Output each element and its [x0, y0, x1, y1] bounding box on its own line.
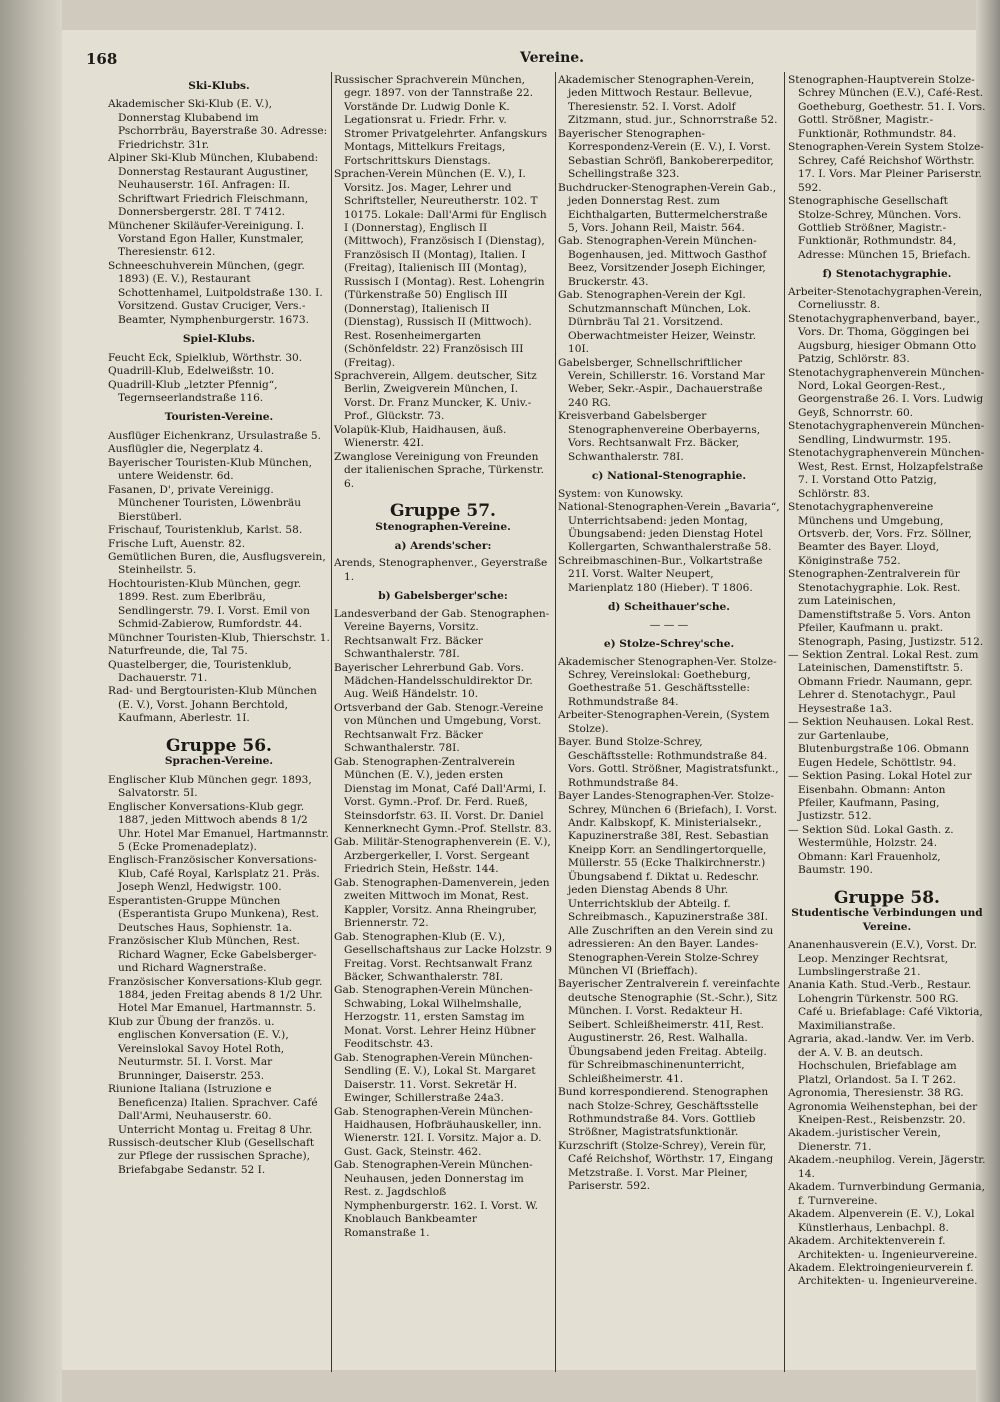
section-heading: Ski-Klubs. — [188, 80, 250, 92]
directory-entry: Gab. Stenographen-Verein München-Haidhausen, Hofbräuhauskeller, inn. Wienerstr. 12I. I. Vorsitz. Major a. D. Gust. Gack, Steinstr. 462. — [334, 1105, 542, 1158]
group-subtitle: Sprachen-Vereine. — [164, 755, 274, 768]
directory-entry: Akadem. Elektroingenieurverein f. Architekten- u. Ingenieurvereine. — [788, 1261, 978, 1288]
directory-entry: — Sektion Zentral. Lokal Rest. zum Lateinischen, Damenstiftstr. 5. Obmann Friedr. Naumann, gepr. Lehrer d. Stenotachygr., Paul Heysestraße 1a3. — [788, 649, 979, 715]
section-heading: Spiel-Klubs. — [182, 333, 256, 346]
directory-entry: Französischer Klub München, Rest. Richard Wagner, Ecke Gabelsberger- und Richard Wagnerstraße. — [108, 935, 317, 975]
directory-entry: Akademischer Stenographen-Ver. Stolze-Schrey, Vereinslokal: Goetheburg, Goethestraße 51. Geschäftsstelle: Rothmundstraße 84. — [558, 655, 777, 708]
directory-entry: Russischer Sprachverein München, gegr. 1897. von der Tannstraße 22. Vorstände Dr. Ludwig Donle K. Legationsrat u. Friedr. Frhr. v. Stromer Privatgelehrter. Anfangskurs Montags, Mittelkurs Freitags, Fortschrittskurs Dienstags. — [334, 74, 548, 167]
directory-entry: Ausflüger Eichenkranz, Ursulastraße 5. — [108, 429, 322, 442]
directory-entry: Gabelsberger, Schnellschriftlicher Verein, Schillerstr. 16. Vorstand Mar Weber, Sekr.-Aspir., Dachauerstraße 240 RG. — [558, 356, 765, 409]
directory-entry: Gab. Stenographen-Verein der Kgl. Schutzmannschaft München, Lok. Dürnbräu Tal 21. Vorsitzend. Oberwachtmeister Heizer, Weinstr. 10I. — [558, 289, 757, 356]
column-3 — [558, 74, 780, 1374]
directory-entry: Kurzschrift (Stolze-Schrey), Verein für, Café Reichshof, Wörthstr. 17, Eingang Metzstraße. I. Vorst. Mar Pleiner, Pariserstr. 592. — [558, 1139, 774, 1193]
directory-entry: Ausflügler die, Negerplatz 4. — [108, 443, 264, 456]
directory-entry: — Sektion Pasing. Lokal Hotel zur Eisenbahn. Obmann: Anton Pfeiler, Kaufmann, Pasing, Justizstr. 512. — [788, 770, 972, 823]
directory-entry: Gab. Stenographen-Damenverein, jeden zweiten Mittwoch im Monat, Rest. Kappler, Vorsitz. Anna Rheingruber, Briennerstr. 72. — [334, 876, 550, 930]
directory-entry: Agraria, akad.-landw. Ver. im Verb. der A. V. B. an deutsch. Hochschulen, Briefablage am Platzl, Orlandost. 5a I. T 262. — [788, 1033, 975, 1086]
directory-entry: Englischer Klub München gegr. 1893, Salvatorstr. 5I. — [108, 773, 312, 800]
directory-entry: Akademischer Stenographen-Verein, jeden Mittwoch Restaur. Bellevue, Theresienstr. 52. I. Vorst. Adolf Zitzmann, stud. jur., Schnorrstraße 52. — [558, 74, 778, 127]
directory-entry: Quastelberger, die, Touristenklub, Dachauerstr. 71. — [108, 658, 292, 685]
directory-entry: Klub zur Übung der französ. u. englischen Konversation (E. V.), Vereinslokal Savoy Hotel Roth, Neuturmstr. 5I. I. Vorst. Mar Brunninger, Daiserstr. 253. — [108, 1015, 289, 1082]
directory-entry: Akadem. Architektenverein f. Architekten- u. Ingenieurvereine. — [788, 1235, 978, 1261]
directory-entry: Stenotachygraphenverein München-Sendling, Lindwurmstr. 195. — [788, 420, 985, 446]
directory-entry: Akadem. Turnverbindung Germania, f. Turnvereine. — [788, 1181, 985, 1207]
directory-entry: Bayerischer Lehrerbund Gab. Vors. Mädchen-Handelsschuldirektor Dr. Aug. Weiß Händelstr. 10. — [334, 661, 533, 701]
directory-entry: Gab. Stenographen-Verein München-Sendling (E. V.), Lokal St. Margaret Daiserstr. 11. Vorst. Sekretär H. Ewinger, Schillerstraße 24a3. — [334, 1051, 536, 1105]
directory-entry: Stenotachygraphenvereine Münchens und Umgebung, Ortsverb. der, Vors. Frz. Söllner, Beamter des Bayer. Lloyd, Königinstraße 752. — [788, 501, 972, 567]
group-heading: Gruppe 58. — [834, 887, 940, 908]
directory-entry: Agronomia, Theresienstr. 38 RG. — [788, 1087, 964, 1100]
directory-entry: Esperantisten-Gruppe München (Esperantista Grupo Munkena), Rest. Deutsches Haus, Sophienstr. 1a. — [108, 894, 319, 934]
directory-entry: Naturfreunde, die, Tal 75. — [108, 645, 248, 658]
binding-gutter — [0, 0, 62, 1402]
directory-entry: Gab. Stenographen-Verein München-Bogenhausen, jed. Mittwoch Gasthof Beez, Vorsitzender Joseph Eichinger, Bruckerstr. 43. — [558, 235, 767, 288]
directory-entry: Münchener Skiläufer-Vereinigung. I. Vorstand Egon Haller, Kunstmaler, Theresienstr. 612. — [108, 219, 305, 259]
group-heading: Gruppe 56. — [166, 735, 272, 756]
group-subtitle: Stenographen-Vereine. — [375, 520, 511, 533]
directory-entry: Quadrill-Klub „letzter Pfennig“, Tegernseerlandstraße 116. — [108, 378, 278, 404]
subsection-heading: c) National-Stenographie. — [591, 470, 747, 483]
directory-entry: Gab. Stenographen-Verein München-Neuhausen, jeden Donnerstag im Rest. z. Jagdschloß Nymphenburgerstr. 162. I. Vorst. W. Knoblauch Bankbeamter Romanstraße 1. — [334, 1159, 538, 1239]
directory-entry: Akademischer Ski-Klub (E. V.), Donnerstag Klubabend im Pschorrbräu, Bayerstraße 30. Adresse: Friedrichstr. 31r. — [108, 98, 328, 151]
subsection-heading: f) Stenotachygraphie. — [822, 268, 952, 281]
column-2 — [334, 74, 552, 1374]
subsection-heading: e) Stolze-Schrey'sche. — [603, 638, 735, 651]
subsection-heading: b) Gabelsberger'sche: — [378, 590, 508, 603]
directory-entry: National-Stenographen-Verein „Bavaria“, Unterrichtsabend: jeden Montag, Übungsabend: jeden Dienstag Hotel Kollergarten, Schwanthalerstraße 58. — [558, 501, 780, 554]
directory-entry: Agronomia Weihenstephan, bei der Kneipen-Rest., Reisbenzstr. 20. — [788, 1100, 978, 1126]
directory-entry: Frische Luft, Auenstr. 82. — [108, 537, 246, 550]
directory-entry: — Sektion Süd. Lokal Gasth. z. Westermühle, Holzstr. 24. Obmann: Karl Frauenholz, Baumstr. 190. — [788, 823, 954, 877]
subsection-heading: a) Arends'scher: — [394, 539, 492, 552]
subsection-heading: d) Scheithauer'sche. — [608, 601, 730, 614]
running-head: Vereine. — [520, 50, 585, 66]
directory-entry: Bund korrespondierend. Stenographen nach Stolze-Schrey, Geschäftsstelle Rothmundstraße 84. Vors. Gottlieb Strößner, Magistratsfunktionär. — [558, 1086, 769, 1139]
directory-entry: Stenographen-Zentralverein für Stenotachygraphie. Lok. Rest. zum Lateinischen, Damenstiftstraße 5. Vors. Anton Pfeiler, Kaufmann u. prakt. Stenograph, Pasing, Justizstr. 512. — [788, 568, 984, 648]
directory-entry: Frischauf, Touristenklub, Karlst. 58. — [108, 524, 303, 537]
directory-entry: Gab. Militär-Stenographenverein (E. V.), Arzbergerkeller, I. Vorst. Sergeant Friedrich Stein, Heßstr. 144. — [334, 836, 551, 876]
directory-entry: Alpiner Ski-Klub München, Klubabend: Donnerstag Restaurant Augustiner, Neuhauserstr. 16I. Anfragen: II. Schriftwart Friedrich Fleischmann, Donnersbergerstr. 28I. T 7412. — [108, 152, 319, 219]
directory-entry: Akadem.-juristischer Verein, Dienerstr. 71. — [788, 1127, 941, 1153]
section-heading: Touristen-Vereine. — [164, 411, 274, 424]
directory-entry: Stenographische Gesellschaft Stolze-Schrey, München. Vors. Gottlieb Strößner, Magistr.-Funktionär, Rothmundstr. 84, Adresse: München 15, Briefach. — [788, 195, 971, 261]
placeholder-dashes: — — — — [649, 618, 689, 631]
directory-entry: Akadem. Alpenverein (E. V.), Lokal Künstlerhaus, Lenbachpl. 8. — [788, 1208, 975, 1234]
directory-entry: Arbeiter-Stenotachygraphen-Verein, Corneliusstr. 8. — [788, 285, 983, 312]
directory-entry: Volapük-Klub, Haidhausen, äuß. Wienerstr. 42I. — [334, 423, 507, 450]
directory-entry: Gab. Stenographen-Verein München-Schwabing, Lokal Wilhelmshalle, Herzogstr. 11, ersten Samstag im Monat. Vorst. Lehrer Heinz Hübner Feoditschstr. 43. — [334, 984, 536, 1051]
directory-entry: Quadrill-Klub, Edelweißstr. 10. — [108, 365, 275, 378]
directory-entry: Rad- und Bergtouristen-Klub München (E. V.), Vorst. Johann Berchtold, Kaufmann, Aberlestr. 1I. — [108, 685, 317, 725]
column-4 — [788, 74, 986, 1374]
directory-entry: Ortsverband der Gab. Stenogr.-Vereine von München und Umgebung, Vorst. Rechtsanwalt Frz. Bäcker Schwanthalerstr. 78I. — [334, 701, 544, 755]
directory-entry: Bayer. Bund Stolze-Schrey, Geschäftsstelle: Rothmundstraße 84. Vors. Gottl. Strößner, Magistratsfunkt., Rothmundstraße 84. — [558, 736, 779, 789]
column-rule — [784, 72, 785, 1372]
directory-entry: Landesverband der Gab. Stenographen-Vereine Bayerns, Vorsitz. Rechtsanwalt Frz. Bäcker Schwanthalerstr. 78I. — [334, 607, 550, 661]
directory-entry: Gemütlichen Buren, die, Ausflugsverein, Steinheilstr. 5. — [108, 550, 326, 577]
directory-entry: Sprachverein, Allgem. deutscher, Sitz Berlin, Zweigverein München, I. Vorst. Dr. Franz Muncker, K. Univ.-Prof., Glückstr. 73. — [334, 369, 537, 423]
directory-entry: Schneeschuhverein München, (gegr. 1893) (E. V.), Restaurant Schottenhamel, Luitpoldstraße 130. I. Vorsitzend. Gustav Cruciger, Vers.-Beamter, Nymphenburgerstr. 1673. — [108, 259, 323, 326]
directory-entry: Französischer Konversations-Klub gegr. 1884, jeden Freitag abends 8 1/2 Uhr. Hotel Mar Emanuel, Hartmannstr. 5. — [108, 975, 323, 1015]
directory-entry: Stenotachygraphenverband, bayer., Vors. Dr. Thoma, Göggingen bei Augsburg, hiesiger Obmann Otto Patzig, Schlörstr. 83. — [788, 312, 980, 366]
column-1 — [108, 74, 330, 1374]
group-subtitle: Studentische Verbindungen und Vereine. — [791, 907, 983, 933]
directory-entry: Gab. Stenographen-Klub (E. V.), Gesellschaftshaus zur Lacke Holzstr. 9 Freitag. Vorst. Rechtsanwalt Franz Bäcker, Schwanthalerstr. 78I. — [334, 930, 552, 983]
directory-entry: Akadem.-neuphilog. Verein, Jägerstr. 14. — [788, 1154, 986, 1180]
directory-entry: Ananenhausverein (E.V.), Vorst. Dr. Leop. Menzinger Rechtsrat, Lumbslingerstraße 21. — [788, 939, 977, 978]
directory-entry: Stenographen-Verein System Stolze-Schrey, Café Reichshof Wörthstr. 17. I. Vors. Mar Pleiner Pariserstr. 592. — [788, 141, 984, 194]
directory-entry: Russisch-deutscher Klub (Gesellschaft zur Pflege der russischen Sprache), Briefabgabe Sedanstr. 52 I. — [108, 1136, 315, 1176]
directory-entry: Feucht Eck, Spielklub, Wörthstr. 30. — [108, 351, 303, 364]
column-rule — [555, 72, 556, 1372]
directory-entry: Englisch-Französischer Konversations-Klub, Café Royal, Karlsplatz 21. Präs. Joseph Wenzl, Hedwigstr. 100. — [108, 854, 320, 894]
column-rule — [331, 72, 332, 1372]
directory-entry: Anania Kath. Stud.-Verb., Restaur. Lohengrin Türkenstr. 500 RG. Café u. Briefablage: Café Viktoria, Maximilianstraße. — [788, 979, 983, 1032]
directory-entry: Münchner Touristen-Klub, Thierschstr. 1. — [108, 631, 330, 644]
directory-entry: Schreibmaschinen-Bur., Volkartstraße 21I. Vorst. Walter Neupert, Marienplatz 180 (Hieber). T 1806. — [558, 554, 763, 594]
directory-entry: Kreisverband Gabelsberger Stenographenvereine Oberbayerns, Vors. Rechtsanwalt Frz. Bäcker, Schwanthalerstr. 78I. — [558, 410, 761, 463]
directory-entry: Bayer Landes-Stenographen-Ver. Stolze-Schrey, München 6 (Briefach), I. Vorst. Andr. Kalbskopf, K. Ministerialsekr., Kapuzinerstraße 38I, Rest. Sebastian Kneipp Korr. an Sendlingertorquelle, Müllerstr. 55 (Ecke Thalkirchnerstr.) Übungsabend f. Diktat u. Redeschr. jeden Dienstag Abends 8 Uhr. Unterrichtsklub der Abteilg. f. Schreibmasch., Kapuzinerstraße 38I. Alle Zuschriften an den Verein sind zu adressieren: An den Bayer. Landes-Stenographen-Verein Stolze-Schrey München VI (Brieffach). — [558, 790, 778, 977]
directory-entry: Sprachen-Verein München (E. V.), I. Vorsitz. Jos. Mager, Lehrer und Schriftsteller, Neureutherstr. 102. T 10175. Lokale: Dall'Armi für Englisch I (Donnerstag), Englisch II (Mittwoch), Französisch I (Dienstag), Französisch II (Montag), Italien. I (Freitag), Italienisch III (Montag), Russisch I (Montag). Rest. Lohengrin (Türkenstraße 50) Englisch III (Donnerstag), Italienisch II (Dienstag), Russisch II (Mittwoch). Rest. Rosenheimergarten (Schönfeldstr. 22) Französisch III (Freitag). — [334, 168, 547, 369]
directory-entry: Zwanglose Vereinigung von Freunden der italienischen Sprache, Türkenstr. 6. — [334, 450, 544, 490]
directory-entry: Bayerischer Touristen-Klub München, untere Weidenstr. 6d. — [108, 456, 312, 483]
directory-entry: Bayerischer Stenographen-Korrespondenz-Verein (E. V.), I. Vorst. Sebastian Schröfl, Bankobererpeditor, Schellingstraße 323. — [558, 127, 774, 181]
directory-entry: Riunione Italiana (Istruzione e Beneficenza) Italien. Sprachver. Café Dall'Armi, Neuhauserstr. 60. Unterricht Montag u. Freitag 8 Uhr. — [108, 1083, 318, 1136]
page-number: 168 — [86, 50, 118, 68]
directory-entry: Englischer Konversations-Klub gegr. 1887, jeden Mittwoch abends 8 1/2 Uhr. Hotel Mar Emanuel, Hartmannstr. 5 (Ecke Promenadeplatz). — [108, 800, 329, 854]
directory-entry: Bayerischer Zentralverein f. vereinfachte deutsche Stenographie (St.-Schr.), Sitz München. I. Vorst. Redakteur H. Seibert. Schleißheimerstr. 41I, Rest. Augustinerstr. 26, Rest. Walhalla. Übungsabend jeden Freitag. Abteilg. für Schreibmaschinenunterricht, Schleißheimerstr. 41. — [558, 978, 780, 1085]
directory-entry: Gab. Stenographen-Zentralverein München (E. V.), jeden ersten Dienstag im Monat, Café Dall'Armi, I. Vorst. Gymn.-Prof. Dr. Ferd. Rueß, Steinsdorfstr. 63. II. Vorst. Dr. Daniel Kennerknecht Gymn.-Prof. Stellstr. 83. — [334, 755, 552, 836]
directory-entry: System: von Kunowsky. — [558, 487, 684, 500]
directory-entry: Arbeiter-Stenographen-Verein, (System Stolze). — [558, 709, 770, 735]
directory-entry: Fasanen, D', private Vereinigg. Münchener Touristen, Löwenbräu Bierstüberl. — [108, 483, 302, 523]
directory-entry: Buchdrucker-Stenographen-Verein Gab., jeden Donnerstag Rest. zum Eichthalgarten, Buttermelcherstraße 5, Vors. Johann Reil, Maistr. 564. — [558, 181, 777, 234]
group-heading: Gruppe 57. — [390, 501, 496, 522]
directory-entry: Stenotachygraphenverein München-West, Rest. Ernst, Holzapfelstraße 7. I. Vorstand Otto Patzig, Schlörstr. 83. — [788, 447, 985, 500]
directory-entry: Arends, Stenographenver., Geyerstraße 1. — [334, 557, 548, 583]
directory-entry: — Sektion Neuhausen. Lokal Rest. zur Gartenlaube, Blutenburgstraße 106. Obmann Eugen Hedele, Schöttlstr. 94. — [788, 716, 974, 769]
directory-entry: Stenographen-Hauptverein Stolze-Schrey München (E.V.), Café-Rest. Goetheburg, Goethestr. 51. I. Vors. Gottl. Strößner, Magistr.-Funktionär, Rothmundstr. 84. — [788, 74, 986, 140]
directory-entry: Stenotachygraphenverein München-Nord, Lokal Georgen-Rest., Georgenstraße 26. I. Vors. Ludwig Geyß, Schnorrstr. 60. — [788, 366, 985, 419]
directory-entry: Hochtouristen-Klub München, gegr. 1899. Rest. zum Eberlbräu, Sendlingerstr. 79. I. Vorst. Emil von Schmid-Zabierow, Rumfordstr. 44. — [108, 577, 310, 631]
